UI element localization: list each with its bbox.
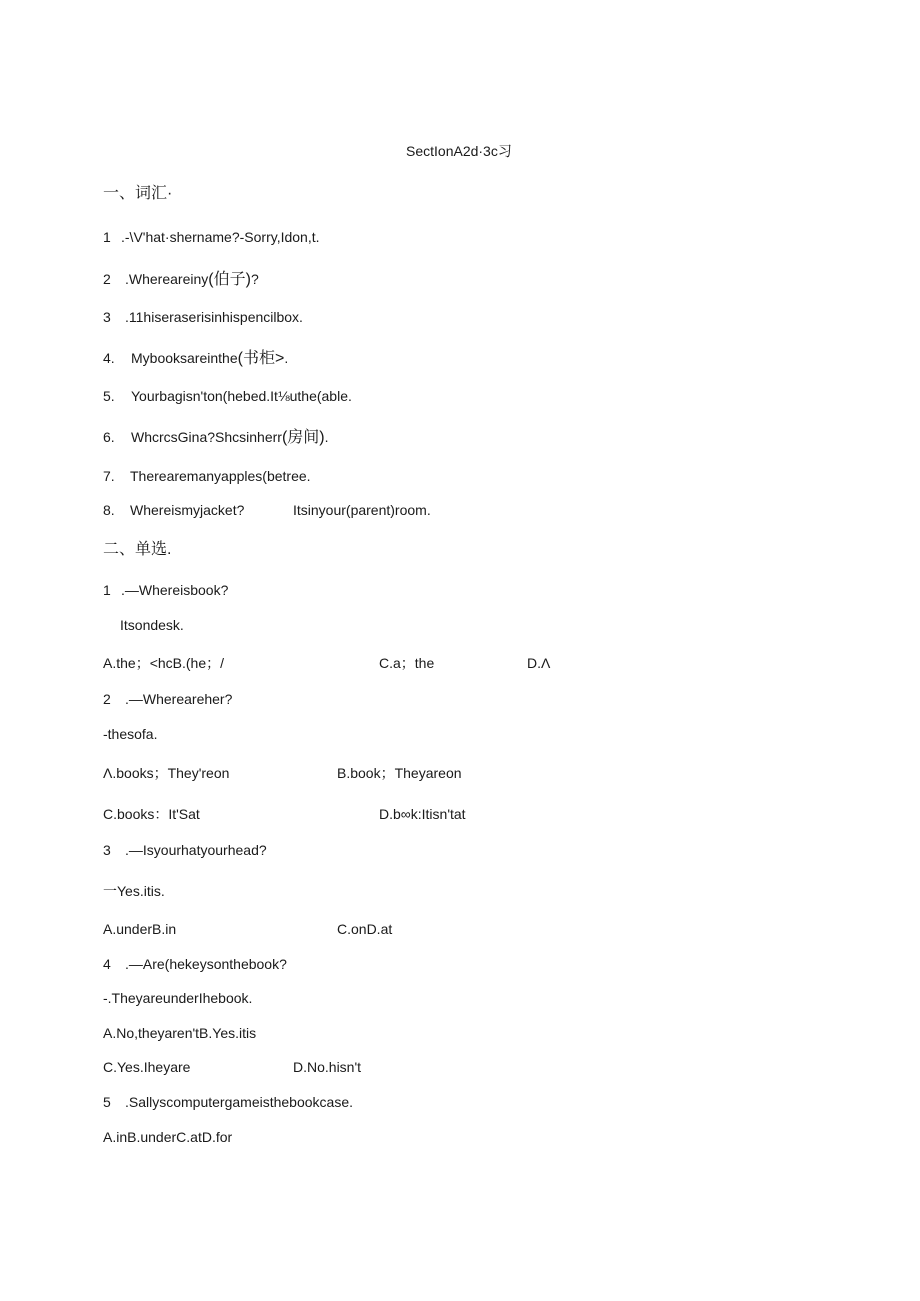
chinese-hint: (书柜> [237, 350, 285, 367]
question-text: .—Whereareher? [125, 691, 233, 707]
item-number: 1 [103, 229, 111, 245]
options-c-d: C.onD.at [337, 921, 393, 937]
answer-text: 一Yes.itis. [103, 883, 165, 899]
chinese-hint: (伯子) [208, 271, 251, 288]
question-text: .—Are(hekeysonthebook? [125, 956, 287, 972]
item-number: 5. [103, 388, 115, 404]
item-text: .Whereareiny(伯子)? [125, 271, 259, 288]
options-a-b: A.No,theyaren'tB.Yes.itis [103, 1025, 257, 1041]
item-text: .-\V'hat·shername?-Sorry,Idon,t. [121, 229, 320, 245]
question-text: .—Isyourhatyourhead? [125, 842, 267, 858]
question-number: 1 [103, 582, 111, 598]
chinese-hint: (房间) [281, 429, 325, 446]
answer-text: Itsondesk. [120, 617, 184, 633]
question-text: .Sallyscomputergameisthebookcase. [125, 1094, 354, 1110]
question-number: 4 [103, 956, 111, 972]
item-number: 4. [103, 350, 115, 366]
option-a: A.the；<hcB.(he；/ [103, 655, 225, 671]
question-number: 2 [103, 691, 111, 707]
item-text: Mybooksareinthe(书柜>. [131, 350, 289, 367]
document-title: SectIonA2d·3c习 [406, 143, 512, 159]
question-number: 5 [103, 1094, 111, 1110]
option-a: Λ.books；They'reon [103, 765, 230, 781]
option-c: C.Yes.Iheyare [103, 1059, 191, 1075]
item-number: 7. [103, 468, 115, 484]
option-c: C.books：It'Sat [103, 806, 200, 822]
item-number: 2 [103, 271, 111, 287]
section1-heading: 一、词汇· [103, 185, 173, 202]
options-a-b: A.underB.in [103, 921, 177, 937]
option-d: D.b∞k:Itisn'tat [379, 806, 466, 822]
question-text: .—Whereisbook? [121, 582, 229, 598]
option-b: B.book；Theyareon [337, 765, 462, 781]
item-number: 6. [103, 429, 115, 445]
option-d: D.Λ [527, 655, 551, 671]
item-number: 3 [103, 309, 111, 325]
item-text: .11hiseraserisinhispencilbox. [125, 309, 303, 325]
option-d: D.No.hisn't [293, 1059, 362, 1075]
item-answer-text: Itsinyour(parent)room. [293, 502, 431, 518]
item-text: Yourbagisn'ton(hebed.It⅛uthe(able. [131, 388, 352, 404]
item-text: Whereismyjacket? [130, 502, 245, 518]
options-all: A.inB.underC.atD.for [103, 1129, 233, 1145]
answer-text: -.TheyareunderIhebook. [103, 990, 253, 1006]
question-number: 3 [103, 842, 111, 858]
answer-text: -thesofa. [103, 726, 158, 742]
item-text: Therearemanyapples(betree. [130, 468, 311, 484]
item-number: 8. [103, 502, 115, 518]
item-text: WhcrcsGina?Shcsinherr(房间). [131, 429, 329, 446]
section2-heading: 二、单选. [103, 541, 172, 558]
option-c: C.a；the [379, 655, 435, 671]
